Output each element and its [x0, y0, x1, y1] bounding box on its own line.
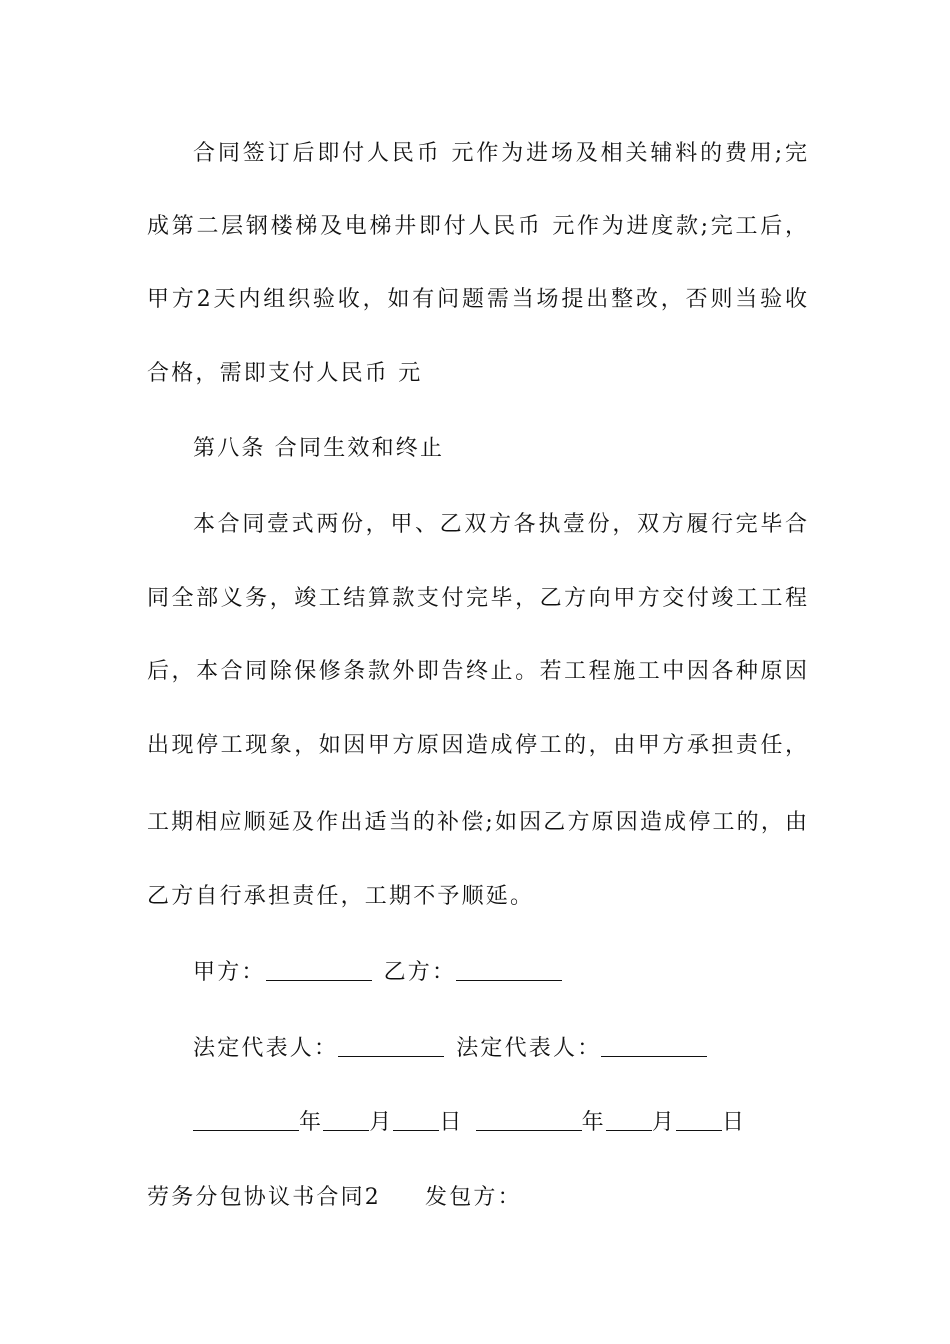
year-a-blank[interactable] [193, 1108, 299, 1131]
paragraph-line-7: 同全部义务，竣工结算款支付完毕，乙方向甲方交付竣工工程 [147, 586, 807, 611]
paragraph-line-1: 合同签订后即付人民币 元作为进场及相关辅料的费用;完 [193, 141, 807, 166]
rep-a-label: 法定代表人： [193, 1036, 339, 1061]
year-b-blank[interactable] [476, 1108, 582, 1131]
day-b-blank[interactable] [676, 1108, 722, 1131]
rep-b-label: 法定代表人： [456, 1036, 602, 1061]
month-a-blank[interactable] [323, 1108, 369, 1131]
paragraph-line-10: 工期相应顺延及作出适当的补偿;如因乙方原因造成停工的，由 [147, 810, 807, 835]
paragraph-line-11: 乙方自行承担责任，工期不予顺延。 [147, 884, 535, 909]
month-b-blank[interactable] [606, 1108, 652, 1131]
paragraph-line-2: 成第二层钢楼梯及电梯井即付人民币 元作为进度款;完工后， [147, 214, 807, 239]
month-a-label: 月 [369, 1110, 394, 1135]
month-b-label: 月 [651, 1110, 677, 1135]
day-a-blank[interactable] [393, 1108, 439, 1131]
year-a-label: 年 [299, 1110, 324, 1135]
representative-row [193, 1034, 807, 1064]
footer-row [147, 1183, 807, 1213]
party-b-label: 乙方： [383, 960, 457, 985]
day-b-label: 日 [722, 1110, 747, 1135]
paragraph-line-9: 出现停工现象，如因甲方原因造成停工的，由甲方承担责任， [147, 733, 807, 758]
issuer-label: 发包方： [425, 1185, 522, 1210]
paragraph-line-8: 后，本合同除保修条款外即告终止。若工程施工中因各种原因 [147, 659, 807, 684]
paragraph-line-3: 甲方2天内组织验收，如有问题需当场提出整改，否则当验收 [147, 287, 807, 312]
paragraph-line-4: 合格，需即支付人民币 元 [147, 361, 423, 386]
paragraph-line-6: 本合同壹式两份，甲、乙双方各执壹份，双方履行完毕合 [193, 512, 807, 537]
party-a-label: 甲方： [193, 960, 266, 985]
section-heading: 第八条 合同生效和终止 [193, 436, 445, 461]
contract-title: 劳务分包协议书合同2 [147, 1185, 381, 1210]
day-a-label: 日 [439, 1110, 464, 1135]
party-signature-row [193, 958, 807, 988]
date-row [193, 1108, 807, 1138]
rep-a-blank[interactable] [338, 1034, 444, 1057]
party-a-blank[interactable] [266, 958, 372, 981]
rep-b-blank[interactable] [601, 1034, 707, 1057]
party-b-blank[interactable] [456, 958, 562, 981]
year-b-label: 年 [581, 1110, 606, 1135]
